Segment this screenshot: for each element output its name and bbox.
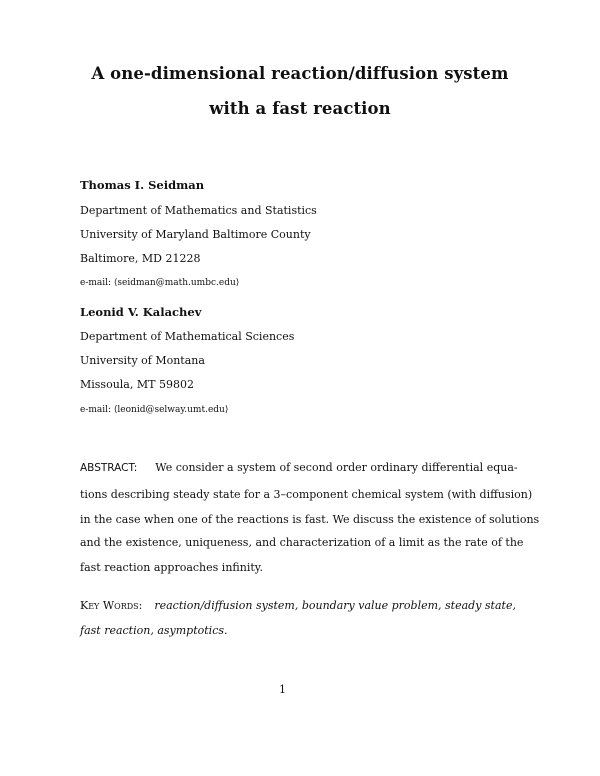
affiliation-address: Baltimore, MD 21228 [80,252,201,265]
author-email: e-mail: ⟨leonid@selway.umt.edu⟩ [80,405,229,415]
page-number: 1 [279,683,286,696]
abstract-line-4: and the existence, uniqueness, and characterization of a limit as the rate of the [80,536,524,549]
title-line-2: with a fast reaction [209,99,391,118]
affiliation-department: Department of Mathematics and Statistics [80,204,317,217]
abstract-line-5: fast reaction approaches infinity. [80,561,264,574]
abstract-label: ABSTRACT: [80,462,138,474]
author-name: Leonid V. Kalachev [80,305,202,319]
abstract-line-3: in the case when one of the reactions is fast. We discuss the existence of solutions [80,513,540,526]
affiliation-department: Department of Mathematical Sciences [80,330,295,343]
abstract-line-1 [80,461,518,474]
keywords-line-1 [80,599,516,612]
affiliation-address: Missoula, MT 59802 [80,378,194,391]
author-email: e-mail: ⟨seidman@math.umbc.edu⟩ [80,278,240,288]
abstract-line-2: tions describing steady state for a 3–component chemical system (with diffusion) [80,488,533,501]
abstract-text: We consider a system of second order ordinary differential equa- [155,461,518,474]
author-name: Thomas I. Seidman [80,178,205,192]
title-line-1: A one-dimensional reaction/diffusion system [91,64,509,83]
affiliation-university: University of Montana [80,354,205,367]
keywords-text: reaction/diffusion system, boundary value problem, steady state, [154,599,516,612]
keywords-label: Key Words: [80,599,143,612]
affiliation-university: University of Maryland Baltimore County [80,228,311,241]
keywords-line-2: fast reaction, asymptotics. [80,624,228,637]
